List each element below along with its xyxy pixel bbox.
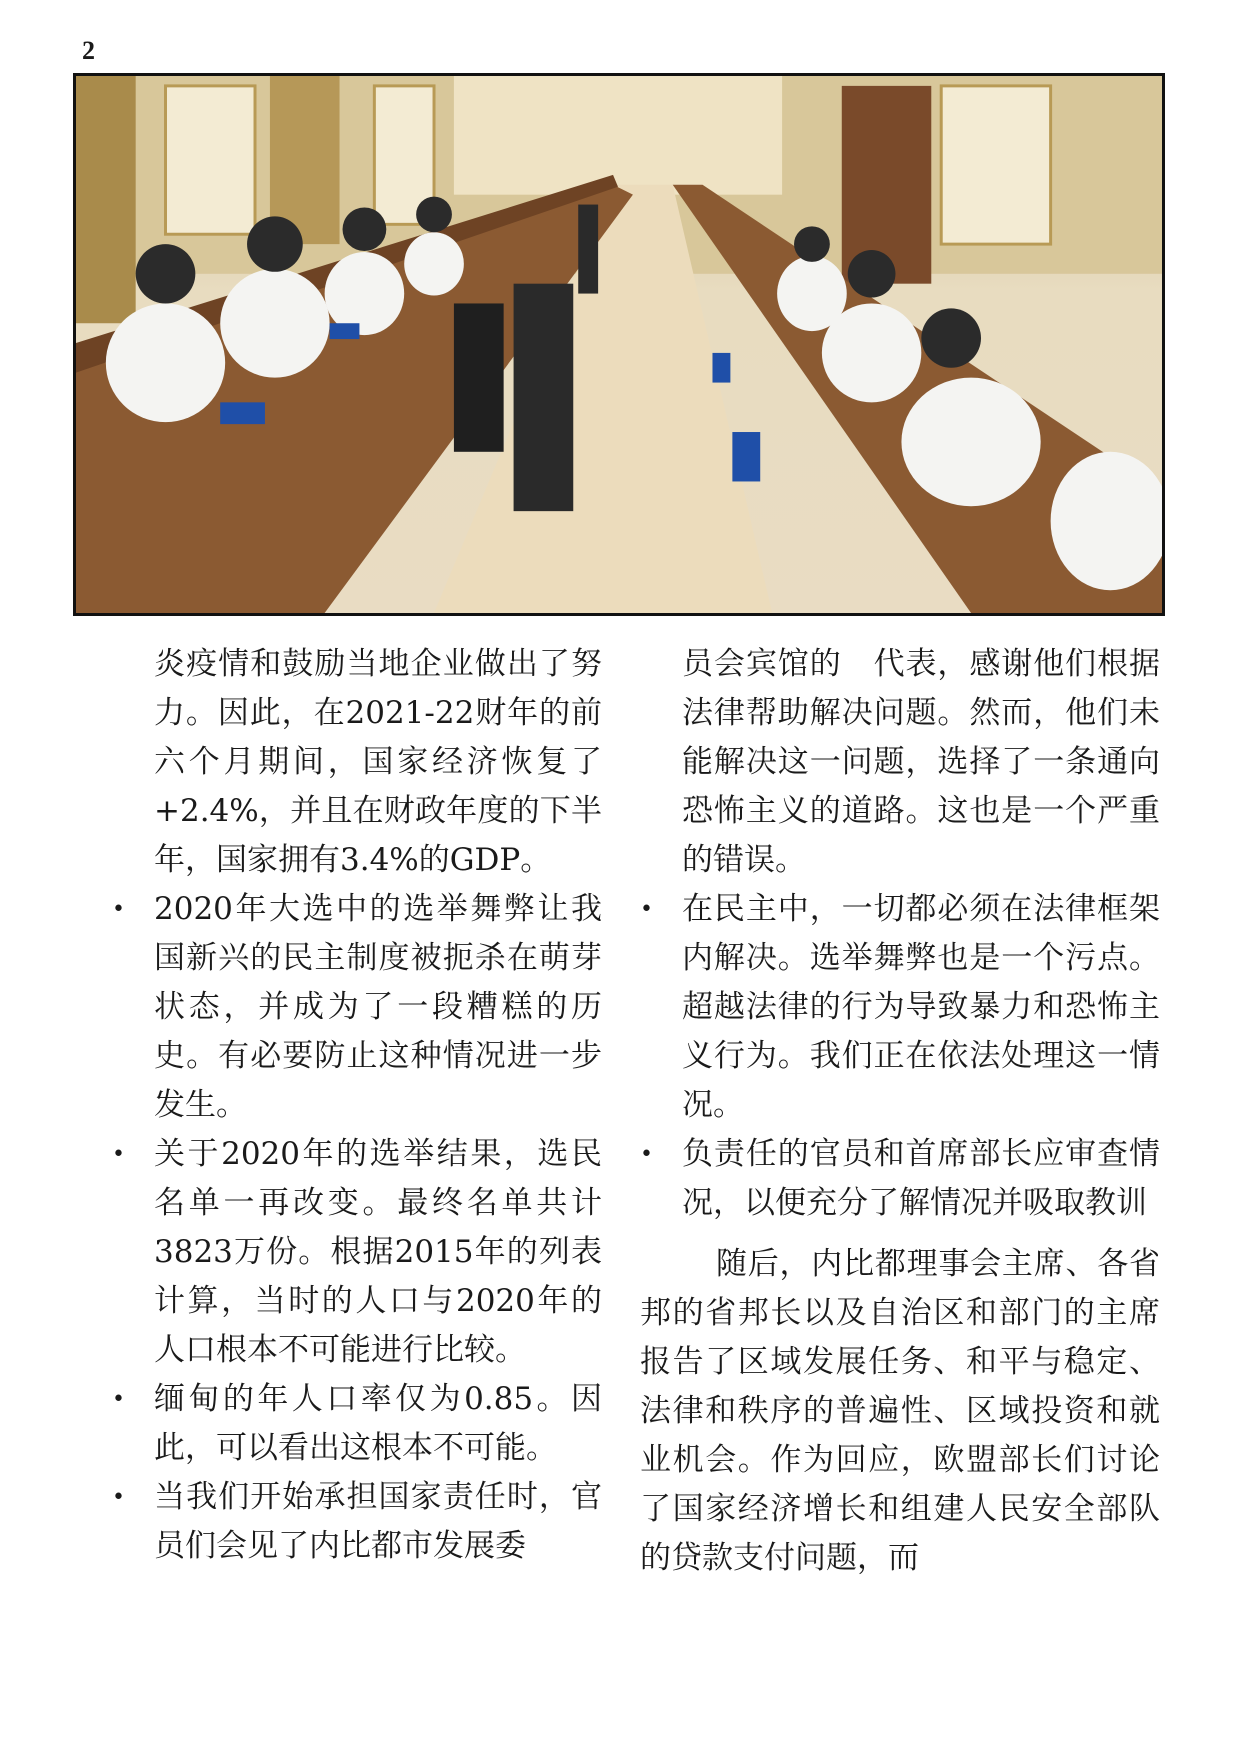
bullet-item: • 在民主中，一切都必须在法律框架内解决。选举舞弊也是一个污点。超越法律的行为导致暴力和恐怖主义行为。我们正在依法处理这一情况。 [640, 885, 1160, 1130]
bullet-item: • 负责任的官员和首席部长应审查情况，以便充分了解情况并吸取教训 [640, 1130, 1160, 1228]
right-continuation-paragraph: 员会宾馆的 代表，感谢他们根据法律帮助解决问题。然而，他们未能解决这一问题，选择了一条通向恐怖主义的道路。这也是一个严重的错误。 [682, 646, 1160, 878]
bullet-item: • 2020年大选中的选举舞弊让我国新兴的民主制度被扼杀在萌芽状态，并成为了一段糟糕的历史。有必要防止这种情况进一步发生。 [112, 885, 602, 1130]
meeting-hall-photo [73, 73, 1165, 616]
bullet-item: • 缅甸的年人口率仅为0.85。因此，可以看出这根本不可能。 [112, 1375, 602, 1473]
page-number: 2 [82, 36, 95, 65]
body-paragraph: 随后，内比都理事会主席、各省邦的省邦长以及自治区和部门的主席报告了区域发展任务、和平与稳定、法律和秩序的普遍性、区域投资和就业机会。作为回应，欧盟部长们讨论了国家经济增长和组建人民安全部队的贷款支付问题，而 [640, 1246, 1160, 1576]
meeting-hall-illustration [76, 76, 1162, 613]
bullet-item: • 关于2020年的选举结果，选民名单一再改变。最终名单共计3823万份。根据2015年的列表计算，当时的人口与2020年的人口根本不可能进行比较。 [112, 1130, 602, 1375]
right-column [640, 640, 1160, 1583]
bullet-item: • 当我们开始承担国家责任时，官员们会见了内比都市发展委 [112, 1473, 602, 1571]
left-column [112, 640, 602, 1571]
left-continuation-paragraph: 炎疫情和鼓励当地企业做出了努力。因此，在2021-22财年的前六个月期间，国家经济恢复了+2.4%，并且在财政年度的下半年，国家拥有3.4%的GDP。 [154, 646, 602, 878]
